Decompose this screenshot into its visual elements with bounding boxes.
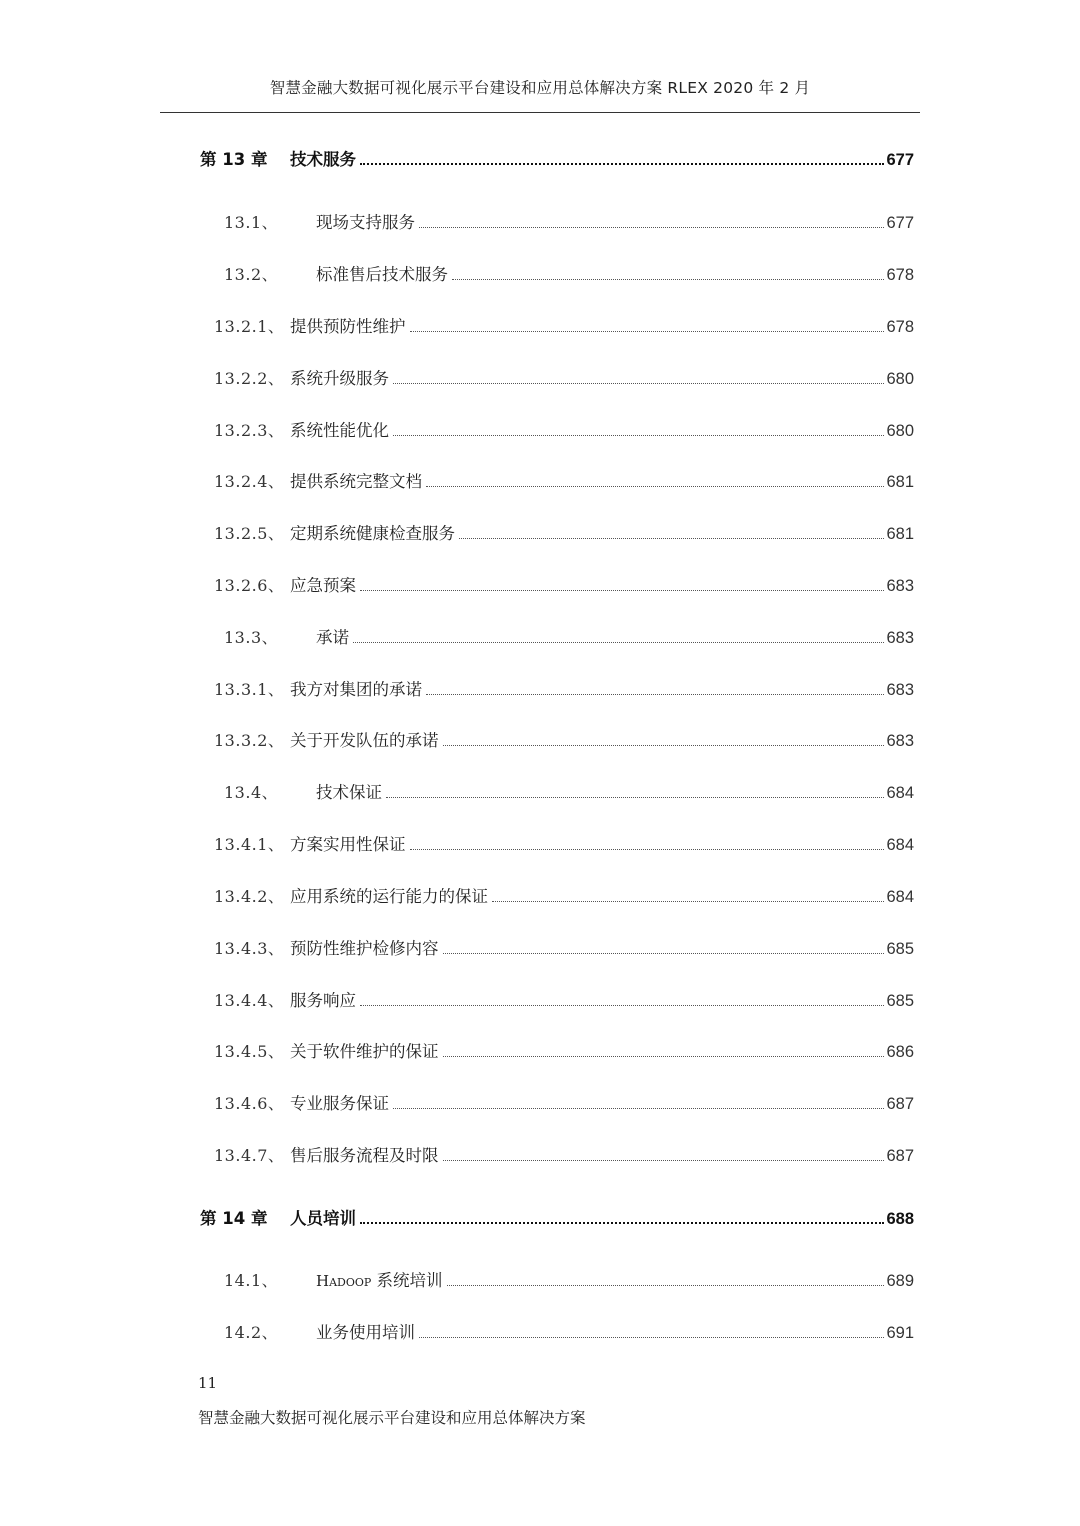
- toc-entry-page: 683: [886, 732, 914, 750]
- toc-entry-chapter-13[interactable]: [200, 146, 914, 170]
- toc-leader-dots: [443, 745, 885, 746]
- toc-entry-page: 691: [886, 1324, 914, 1342]
- toc-entry-13-4-3[interactable]: [214, 935, 914, 959]
- toc-entry-page: 680: [886, 422, 914, 440]
- toc-leader-dots: [419, 227, 884, 228]
- toc-leader-dots: [393, 383, 884, 384]
- toc-leader-dots: [353, 642, 884, 643]
- toc-entry-page: 677: [886, 214, 914, 232]
- toc-entry-page: 685: [886, 992, 914, 1010]
- toc-entry-title: 方案实用性保证: [290, 835, 406, 854]
- toc-entry-13-3[interactable]: [224, 624, 914, 648]
- toc-entry-13-3-1[interactable]: [214, 676, 914, 700]
- toc-entry-number: 13.3.1、: [214, 680, 285, 699]
- toc-entry-chapter-14[interactable]: [200, 1205, 914, 1229]
- toc-entry-number: 13.2.2、: [214, 369, 285, 388]
- toc-leader-dots: [393, 1108, 884, 1109]
- toc-leader-dots: [410, 331, 885, 332]
- toc-entry-page: 684: [886, 888, 914, 906]
- toc-entry-number: 14.2、: [224, 1323, 279, 1342]
- toc-entry-page: 681: [886, 525, 914, 543]
- toc-entry-13-4-1[interactable]: [214, 831, 914, 855]
- toc-entry-title: 提供预防性维护: [290, 317, 406, 336]
- toc-entry-title: 关于开发队伍的承诺: [290, 731, 439, 750]
- toc-entry-title: [316, 1267, 443, 1291]
- toc-entry-title: 我方对集团的承诺: [290, 680, 422, 699]
- toc-entry-number: 13.3、: [224, 628, 279, 647]
- toc-entry-page: 683: [886, 577, 914, 595]
- toc-entry-13-2-2[interactable]: [214, 365, 914, 389]
- toc-entry-page: 684: [886, 836, 914, 854]
- toc-entry-page: 680: [886, 370, 914, 388]
- toc-leader-dots: [393, 435, 884, 436]
- footer-document-title: 智慧金融大数据可视化展示平台建设和应用总体解决方案: [198, 1409, 586, 1427]
- toc-entry-13-4-7[interactable]: [214, 1142, 914, 1166]
- toc-leader-dots: [426, 486, 884, 487]
- toc-entry-title: 应急预案: [290, 576, 356, 595]
- toc-entry-title-rest: 系统培训: [371, 1271, 443, 1290]
- toc-entry-13-4[interactable]: [224, 779, 914, 803]
- toc-leader-dots: [443, 1056, 885, 1057]
- toc-entry-number: 第 14 章: [200, 1209, 268, 1228]
- toc-leader-dots: [360, 1005, 884, 1006]
- toc-leader-dots: [360, 163, 884, 165]
- toc-entry-page: 681: [886, 473, 914, 491]
- footer-page-number: 11: [198, 1374, 218, 1392]
- toc-leader-dots: [492, 901, 884, 902]
- toc-leader-dots: [426, 694, 884, 695]
- toc-entry-page: 687: [886, 1147, 914, 1165]
- toc-leader-dots: [410, 849, 885, 850]
- toc-entry-page: 684: [886, 784, 914, 802]
- toc-entry-number: 13.4.4、: [214, 991, 285, 1010]
- toc-entry-title: 承诺: [316, 628, 349, 647]
- toc-entry-title: 提供系统完整文档: [290, 472, 422, 491]
- toc-entry-number: 13.4.2、: [214, 887, 285, 906]
- header-divider: [160, 112, 920, 113]
- toc-entry-title: 现场支持服务: [316, 213, 415, 232]
- toc-entry-title: 系统升级服务: [290, 369, 389, 388]
- toc-entry-page: 678: [886, 266, 914, 284]
- page-header: 智慧金融大数据可视化展示平台建设和应用总体解决方案 RLEX 2020 年 2 月: [269, 79, 811, 97]
- toc-entry-page: 688: [886, 1210, 914, 1228]
- toc-entry-title-smallcaps: Hadoop: [316, 1272, 372, 1290]
- toc-entry-number: 13.2、: [224, 265, 279, 284]
- toc-entry-title: 系统性能优化: [290, 421, 389, 440]
- toc-entry-title: 人员培训: [290, 1209, 356, 1228]
- toc-entry-page: 678: [886, 318, 914, 336]
- toc-entry-13-4-6[interactable]: [214, 1090, 914, 1114]
- toc-entry-13-2-4[interactable]: [214, 468, 914, 492]
- toc-entry-number: 13.1、: [224, 213, 279, 232]
- toc-entry-title: 关于软件维护的保证: [290, 1042, 439, 1061]
- toc-entry-13-2[interactable]: [224, 261, 914, 285]
- toc-entry-page: 683: [886, 681, 914, 699]
- toc-entry-title: 技术保证: [316, 783, 382, 802]
- toc-leader-dots: [360, 590, 884, 591]
- toc-entry-14-2[interactable]: [224, 1319, 914, 1343]
- toc-entry-page: 686: [886, 1043, 914, 1061]
- toc-entry-13-1[interactable]: [224, 209, 914, 233]
- toc-entry-page: 683: [886, 629, 914, 647]
- toc-entry-13-3-2[interactable]: [214, 727, 914, 751]
- toc-entry-title: 专业服务保证: [290, 1094, 389, 1113]
- toc-entry-number: 13.2.6、: [214, 576, 285, 595]
- toc-entry-title: 技术服务: [290, 150, 356, 169]
- toc-entry-number: 14.1、: [224, 1271, 279, 1290]
- toc-entry-page: 687: [886, 1095, 914, 1113]
- toc-entry-13-4-4[interactable]: [214, 987, 914, 1011]
- toc-entry-number: 13.4.6、: [214, 1094, 285, 1113]
- toc-entry-number: 13.2.4、: [214, 472, 285, 491]
- toc-entry-title: 售后服务流程及时限: [290, 1146, 439, 1165]
- toc-entry-number: 13.4.1、: [214, 835, 285, 854]
- toc-entry-title: 预防性维护检修内容: [290, 939, 439, 958]
- toc-entry-number: 第 13 章: [200, 150, 268, 169]
- toc-entry-14-1[interactable]: [224, 1267, 914, 1291]
- toc-entry-title: 定期系统健康检查服务: [290, 524, 455, 543]
- toc-entry-number: 13.4.5、: [214, 1042, 285, 1061]
- toc-leader-dots: [360, 1222, 884, 1224]
- toc-leader-dots: [419, 1337, 884, 1338]
- toc-entry-page: 677: [886, 151, 914, 169]
- toc-entry-number: 13.4.7、: [214, 1146, 285, 1165]
- toc-entry-page: 689: [886, 1272, 914, 1290]
- toc-entry-number: 13.4、: [224, 783, 279, 802]
- toc-entry-number: 13.3.2、: [214, 731, 285, 750]
- toc-entry-13-2-5[interactable]: [214, 520, 914, 544]
- toc-entry-13-4-5[interactable]: [214, 1038, 914, 1062]
- toc-leader-dots: [447, 1285, 885, 1286]
- toc-entry-number: 13.2.5、: [214, 524, 285, 543]
- toc-entry-13-2-1[interactable]: [214, 313, 914, 337]
- toc-entry-title: 标准售后技术服务: [316, 265, 448, 284]
- toc-entry-page: 685: [886, 940, 914, 958]
- toc-leader-dots: [443, 953, 885, 954]
- toc-entry-13-2-6[interactable]: [214, 572, 914, 596]
- toc-leader-dots: [386, 797, 884, 798]
- toc-entry-title: 业务使用培训: [316, 1323, 415, 1342]
- toc-entry-13-4-2[interactable]: [214, 883, 914, 907]
- toc-entry-number: 13.2.3、: [214, 421, 285, 440]
- toc-entry-number: 13.2.1、: [214, 317, 285, 336]
- toc-entry-title: 服务响应: [290, 991, 356, 1010]
- toc-entry-title: 应用系统的运行能力的保证: [290, 887, 488, 906]
- toc-leader-dots: [459, 538, 884, 539]
- toc-leader-dots: [443, 1160, 885, 1161]
- toc-leader-dots: [452, 279, 884, 280]
- toc-entry-number: 13.4.3、: [214, 939, 285, 958]
- toc-entry-13-2-3[interactable]: [214, 417, 914, 441]
